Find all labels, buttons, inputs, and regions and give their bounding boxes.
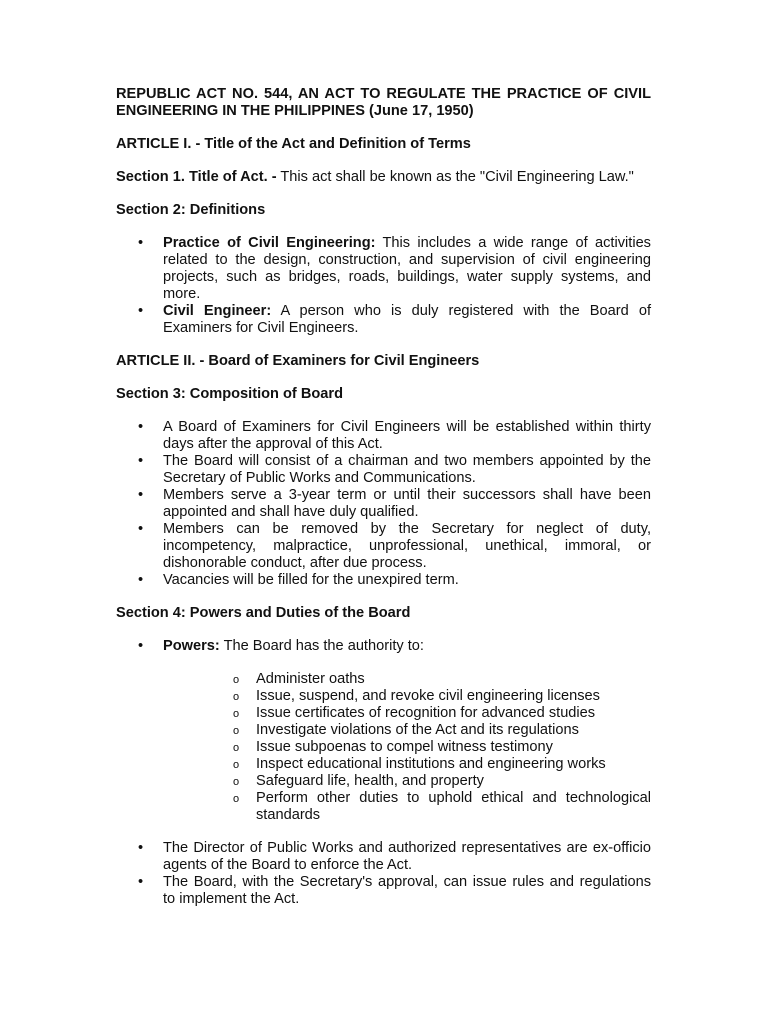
definition-text: A person who is duly registered with the Board of Examiners for Civil Engineers. xyxy=(163,303,651,336)
sublist-item: o Inspect educational institutions and engineering works xyxy=(163,756,651,773)
definition-term: Practice of Civil Engineering: xyxy=(163,235,376,251)
list-item: • Vacancies will be filled for the unexpired term. xyxy=(116,572,651,589)
definition-term: Civil Engineer: xyxy=(163,303,272,319)
sublist-item: o Investigate violations of the Act and its regulations xyxy=(163,722,651,739)
section-1-paragraph xyxy=(116,169,651,186)
list-item: • The Board will consist of a chairman and two members appointed by the Secretary of Public Works and Communications. xyxy=(116,453,651,487)
section-1-label: Section 1. Title of Act. - xyxy=(116,169,277,185)
list-item: • The Board, with the Secretary's approval, can issue rules and regulations to implement the Act. xyxy=(116,874,651,908)
article-2-heading: ARTICLE II. - Board of Examiners for Civil Engineers xyxy=(116,353,480,369)
powers-text: The Board has the authority to: xyxy=(219,638,424,654)
sublist-item: o Safeguard life, health, and property xyxy=(163,773,651,790)
powers-label: Powers: xyxy=(163,638,220,654)
sublist-item: o Perform other duties to uphold ethical and technological standards xyxy=(163,790,651,824)
list-item: • The Director of Public Works and authorized representatives are ex-officio agents of the Board to enforce the Act. xyxy=(116,840,651,874)
list-item xyxy=(116,303,651,337)
document-page xyxy=(116,86,651,908)
list-item: • Members can be removed by the Secretary for neglect of duty, incompetency, malpractice, unprofessional, unethical, immoral, or dishonorable conduct, after due process. xyxy=(116,521,651,572)
article-1-heading: ARTICLE I. - Title of the Act and Definition of Terms xyxy=(116,136,471,152)
sublist-item: o Issue certificates of recognition for advanced studies xyxy=(163,705,651,722)
list-item: • Members serve a 3-year term or until their successors shall have been appointed and shall have duly qualified. xyxy=(116,487,651,521)
definition-text: This includes a wide range of activities related to the design, construction, and supervision of civil engineering projects, such as bridges, roads, buildings, water supply systems, and more. xyxy=(163,235,651,302)
document-title: REPUBLIC ACT NO. 544, AN ACT TO REGULATE THE PRACTICE OF CIVIL ENGINEERING IN THE PHILIPPINES (June 17, 1950) xyxy=(116,86,651,119)
section-3-heading: Section 3: Composition of Board xyxy=(116,386,344,402)
sublist-item: o Issue, suspend, and revoke civil engineering licenses xyxy=(163,688,651,705)
section-2-heading: Section 2: Definitions xyxy=(116,202,266,218)
sublist-item: o Issue subpoenas to compel witness testimony xyxy=(163,739,651,756)
definitions-list xyxy=(116,235,651,337)
composition-list xyxy=(116,419,651,589)
list-item xyxy=(116,638,651,824)
section-4-heading: Section 4: Powers and Duties of the Board xyxy=(116,605,411,621)
powers-sublist xyxy=(163,671,651,824)
list-item xyxy=(116,235,651,303)
powers-list xyxy=(116,638,651,908)
list-item: • A Board of Examiners for Civil Engineers will be established within thirty days after the approval of this Act. xyxy=(116,419,651,453)
section-1-text: This act shall be known as the "Civil Engineering Law." xyxy=(276,169,634,185)
sublist-item: o Administer oaths xyxy=(163,671,651,688)
